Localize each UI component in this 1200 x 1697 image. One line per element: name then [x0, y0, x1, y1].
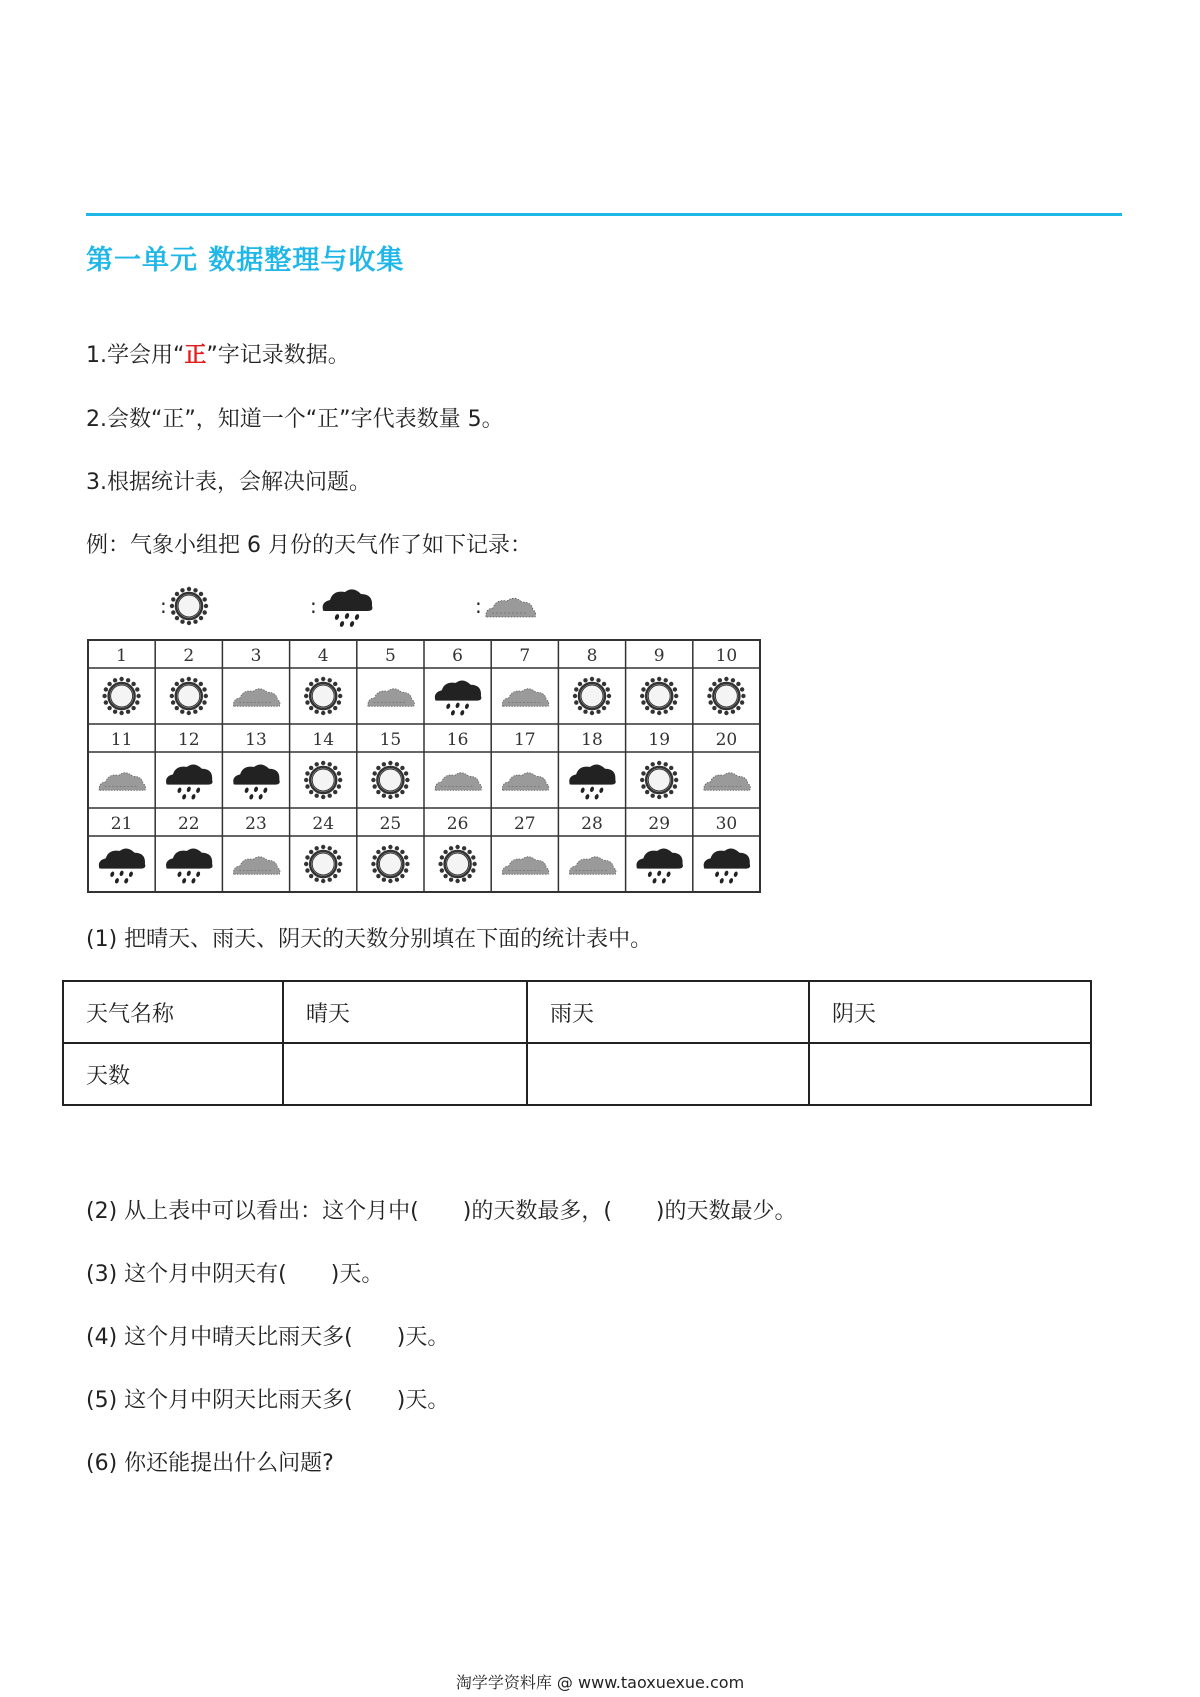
cloud-icon [482, 591, 538, 621]
footer-watermark: 淘学学资料库 @ www.taoxuexue.com [455, 1673, 745, 1692]
question-6: (6) 你还能提出什么问题? [86, 1451, 334, 1476]
question-2: (2) 从上表中可以看出：这个月中( )的天数最多，( )的天数最少。 [86, 1199, 797, 1224]
sun-icon [438, 845, 476, 883]
objective-1: 1.学会用“正”字记录数据。 [86, 343, 350, 368]
sun-icon [371, 761, 409, 799]
cloud-icon [704, 773, 750, 791]
calendar-day-number: 1 [116, 646, 128, 666]
calendar-day-number: 21 [110, 814, 133, 834]
objective-2: 2.会数“正”，知道一个“正”字代表数量 5。 [86, 407, 504, 432]
stats-table [62, 980, 1092, 1106]
calendar-day-number: 10 [715, 646, 738, 666]
weather-calendar [86, 638, 762, 900]
cloud-icon [569, 857, 615, 875]
rain-cloud-icon [569, 765, 615, 801]
question-3: (3) 这个月中阴天有( )天。 [86, 1262, 384, 1287]
answer-cell-cloudy[interactable] [809, 1043, 1091, 1105]
header-weather-name: 天气名称 [63, 981, 283, 1043]
calendar-day-number: 13 [245, 730, 267, 750]
legend-sunny: : [160, 580, 211, 632]
rain-cloud-icon [435, 681, 481, 717]
calendar-day-number: 12 [177, 730, 200, 750]
calendar-day-number: 22 [177, 814, 200, 834]
sun-icon [573, 677, 611, 715]
table-row [63, 981, 1091, 1043]
sun-icon [167, 584, 211, 628]
calendar-day-number: 7 [519, 646, 531, 666]
table-row [63, 1043, 1091, 1105]
sun-icon [640, 677, 678, 715]
header-cloudy: 阴天 [809, 981, 1091, 1043]
cloud-icon [99, 773, 145, 791]
question-4: (4) 这个月中晴天比雨天多( )天。 [86, 1325, 450, 1350]
calendar-day-number: 19 [648, 730, 671, 750]
highlight-zheng: 正 [184, 343, 207, 368]
calendar-day-number: 29 [648, 814, 671, 834]
rain-cloud-icon [99, 849, 145, 885]
calendar-day-number: 3 [250, 646, 262, 666]
sun-icon [102, 677, 140, 715]
sun-icon [170, 677, 208, 715]
cloud-icon [502, 773, 548, 791]
question-5: (5) 这个月中阴天比雨天多( )天。 [86, 1388, 450, 1413]
calendar-day-number: 28 [581, 814, 603, 834]
header-rainy: 雨天 [527, 981, 809, 1043]
calendar-day-number: 18 [581, 730, 603, 750]
row-label-days: 天数 [63, 1043, 283, 1105]
header-rule [86, 213, 1122, 216]
sun-icon [304, 761, 342, 799]
rain-cloud-icon [233, 765, 279, 801]
example-intro: 例：气象小组把 6 月份的天气作了如下记录： [86, 533, 532, 558]
calendar-day-number: 14 [312, 730, 335, 750]
cloud-icon [435, 773, 481, 791]
cloud-icon [368, 689, 414, 707]
calendar-day-number: 4 [317, 646, 329, 666]
legend-cloudy: : [475, 580, 538, 632]
calendar-day-number: 11 [110, 730, 133, 750]
sun-icon [640, 761, 678, 799]
cloud-icon [502, 857, 548, 875]
cloud-icon [502, 689, 548, 707]
answer-cell-sunny[interactable] [283, 1043, 527, 1105]
header-sunny: 晴天 [283, 981, 527, 1043]
calendar-day-number: 5 [384, 646, 396, 666]
cloud-icon [233, 689, 279, 707]
legend-rainy: : [310, 580, 377, 632]
calendar-day-number: 20 [715, 730, 738, 750]
calendar-day-number: 2 [183, 646, 195, 666]
sun-icon [304, 845, 342, 883]
calendar-day-number: 24 [312, 814, 335, 834]
cloud-icon [233, 857, 279, 875]
calendar-day-number: 26 [446, 814, 469, 834]
calendar-day-number: 30 [715, 814, 738, 834]
question-1: (1) 把晴天、雨天、阴天的天数分别填在下面的统计表中。 [86, 927, 653, 952]
sun-icon [371, 845, 409, 883]
objective-3: 3.根据统计表，会解决问题。 [86, 470, 371, 495]
rain-cloud-icon [704, 849, 750, 885]
calendar-day-number: 9 [653, 646, 665, 666]
calendar-day-number: 17 [513, 730, 536, 750]
calendar-day-number: 16 [446, 730, 469, 750]
calendar-day-number: 27 [513, 814, 536, 834]
calendar-day-number: 23 [245, 814, 267, 834]
rain-cloud-icon [636, 849, 682, 885]
answer-cell-rainy[interactable] [527, 1043, 809, 1105]
page-title: 第一单元 数据整理与收集 [86, 245, 405, 276]
calendar-day-number: 6 [452, 646, 464, 666]
calendar-day-number: 8 [586, 646, 598, 666]
rain-cloud-icon [166, 849, 212, 885]
calendar-day-number: 15 [379, 730, 402, 750]
rain-cloud-icon [166, 765, 212, 801]
calendar-day-number: 25 [379, 814, 402, 834]
sun-icon [707, 677, 745, 715]
rain-cloud-icon [317, 584, 377, 628]
sun-icon [304, 677, 342, 715]
